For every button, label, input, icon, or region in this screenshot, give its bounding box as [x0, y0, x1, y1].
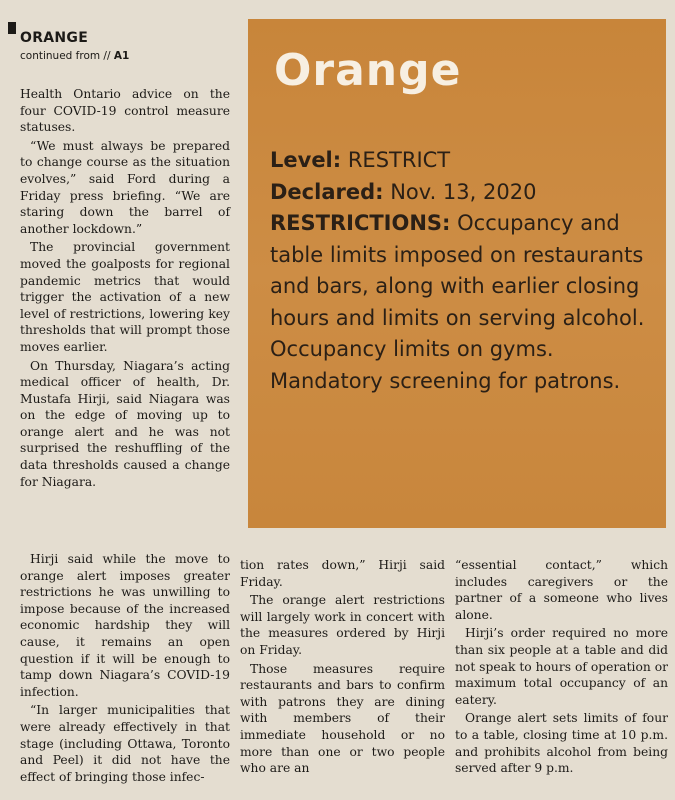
continued-prefix: continued from // [20, 50, 111, 62]
paragraph: Health Ontario advice on the four COVID-19 control measure statuses. [20, 87, 230, 135]
article-column-1-bottom [20, 551, 230, 787]
paragraph: Those measures require restaurants and bars to confirm with patrons they are dining with members of their immediate household or no more than one or two people who are an [240, 661, 445, 776]
restrictions-text: Occupancy and table limits imposed on restaurants and bars, along with earlier closing hours and limits on serving alcohol. Occupancy limits on gyms. Mandatory screening for patrons. [270, 211, 645, 393]
declared-value: Nov. 13, 2020 [390, 179, 537, 204]
continued-from-line [20, 50, 129, 62]
continued-page: A1 [113, 50, 130, 62]
level-value: RESTRICT [347, 148, 451, 172]
paragraph: tion rates down,” Hirji said Friday. [240, 558, 445, 589]
restrictions-line [270, 208, 650, 397]
paragraph: “We must always be prepared to change course as the situation evolves,” said Ford during a Friday press briefing. “We are staring down the barrel of another lockdown.” [20, 138, 230, 236]
article-column-3 [455, 557, 668, 779]
restrictions-label: RESTRICTIONS: [270, 211, 451, 235]
paragraph: The provincial government moved the goalposts for regional pandemic metrics that would trigger the activation of a new level of restrictions, lowering key thresholds that will prompt those moves earlier. [20, 240, 230, 354]
paragraph: “In larger municipalities that were already effectively in that stage (including Ottawa, Toronto and Peel) it did not have the effect of bringing those infec- [20, 703, 230, 784]
paragraph: On Thursday, Niagara’s acting medical officer of health, Dr. Mustafa Hirji, said Niagara was on the edge of moving up to orange alert and he was not surprised the reshuffling of the data thresholds caused a change for Niagara. [20, 358, 230, 489]
paragraph: “essential contact,” which includes caregivers or the partner of a someone who lives alone. [455, 558, 668, 622]
article-column-2 [240, 557, 445, 779]
level-label: Level: [270, 148, 342, 172]
paragraph: The orange alert restrictions will largely work in concert with the measures ordered by Hirji on Friday. [240, 593, 445, 657]
article-column-1-top [20, 86, 230, 492]
declared-label: Declared: [270, 179, 384, 204]
paragraph: Orange alert sets limits of four to a table, closing time at 10 p.m. and prohibits alcohol from being served after 9 p.m. [455, 711, 668, 776]
box-body [270, 145, 650, 397]
paragraph: Hirji said while the move to orange alert imposes greater restrictions he was unwilling to impose because of the increased economic hardship they will cause, it remains an open question if it will be enough to tamp down Niagara’s COVID-19 infection. [20, 552, 230, 699]
paragraph: Hirji’s order required no more than six people at a table and did not speak to hours of operation or maximum total occupancy of an eatery. [455, 626, 668, 707]
level-line [270, 145, 650, 177]
section-kicker: ORANGE [20, 30, 89, 46]
section-marker [8, 22, 16, 34]
orange-level-sidebar-box [248, 19, 666, 528]
declared-line [270, 177, 650, 209]
box-title: Orange [274, 45, 462, 96]
